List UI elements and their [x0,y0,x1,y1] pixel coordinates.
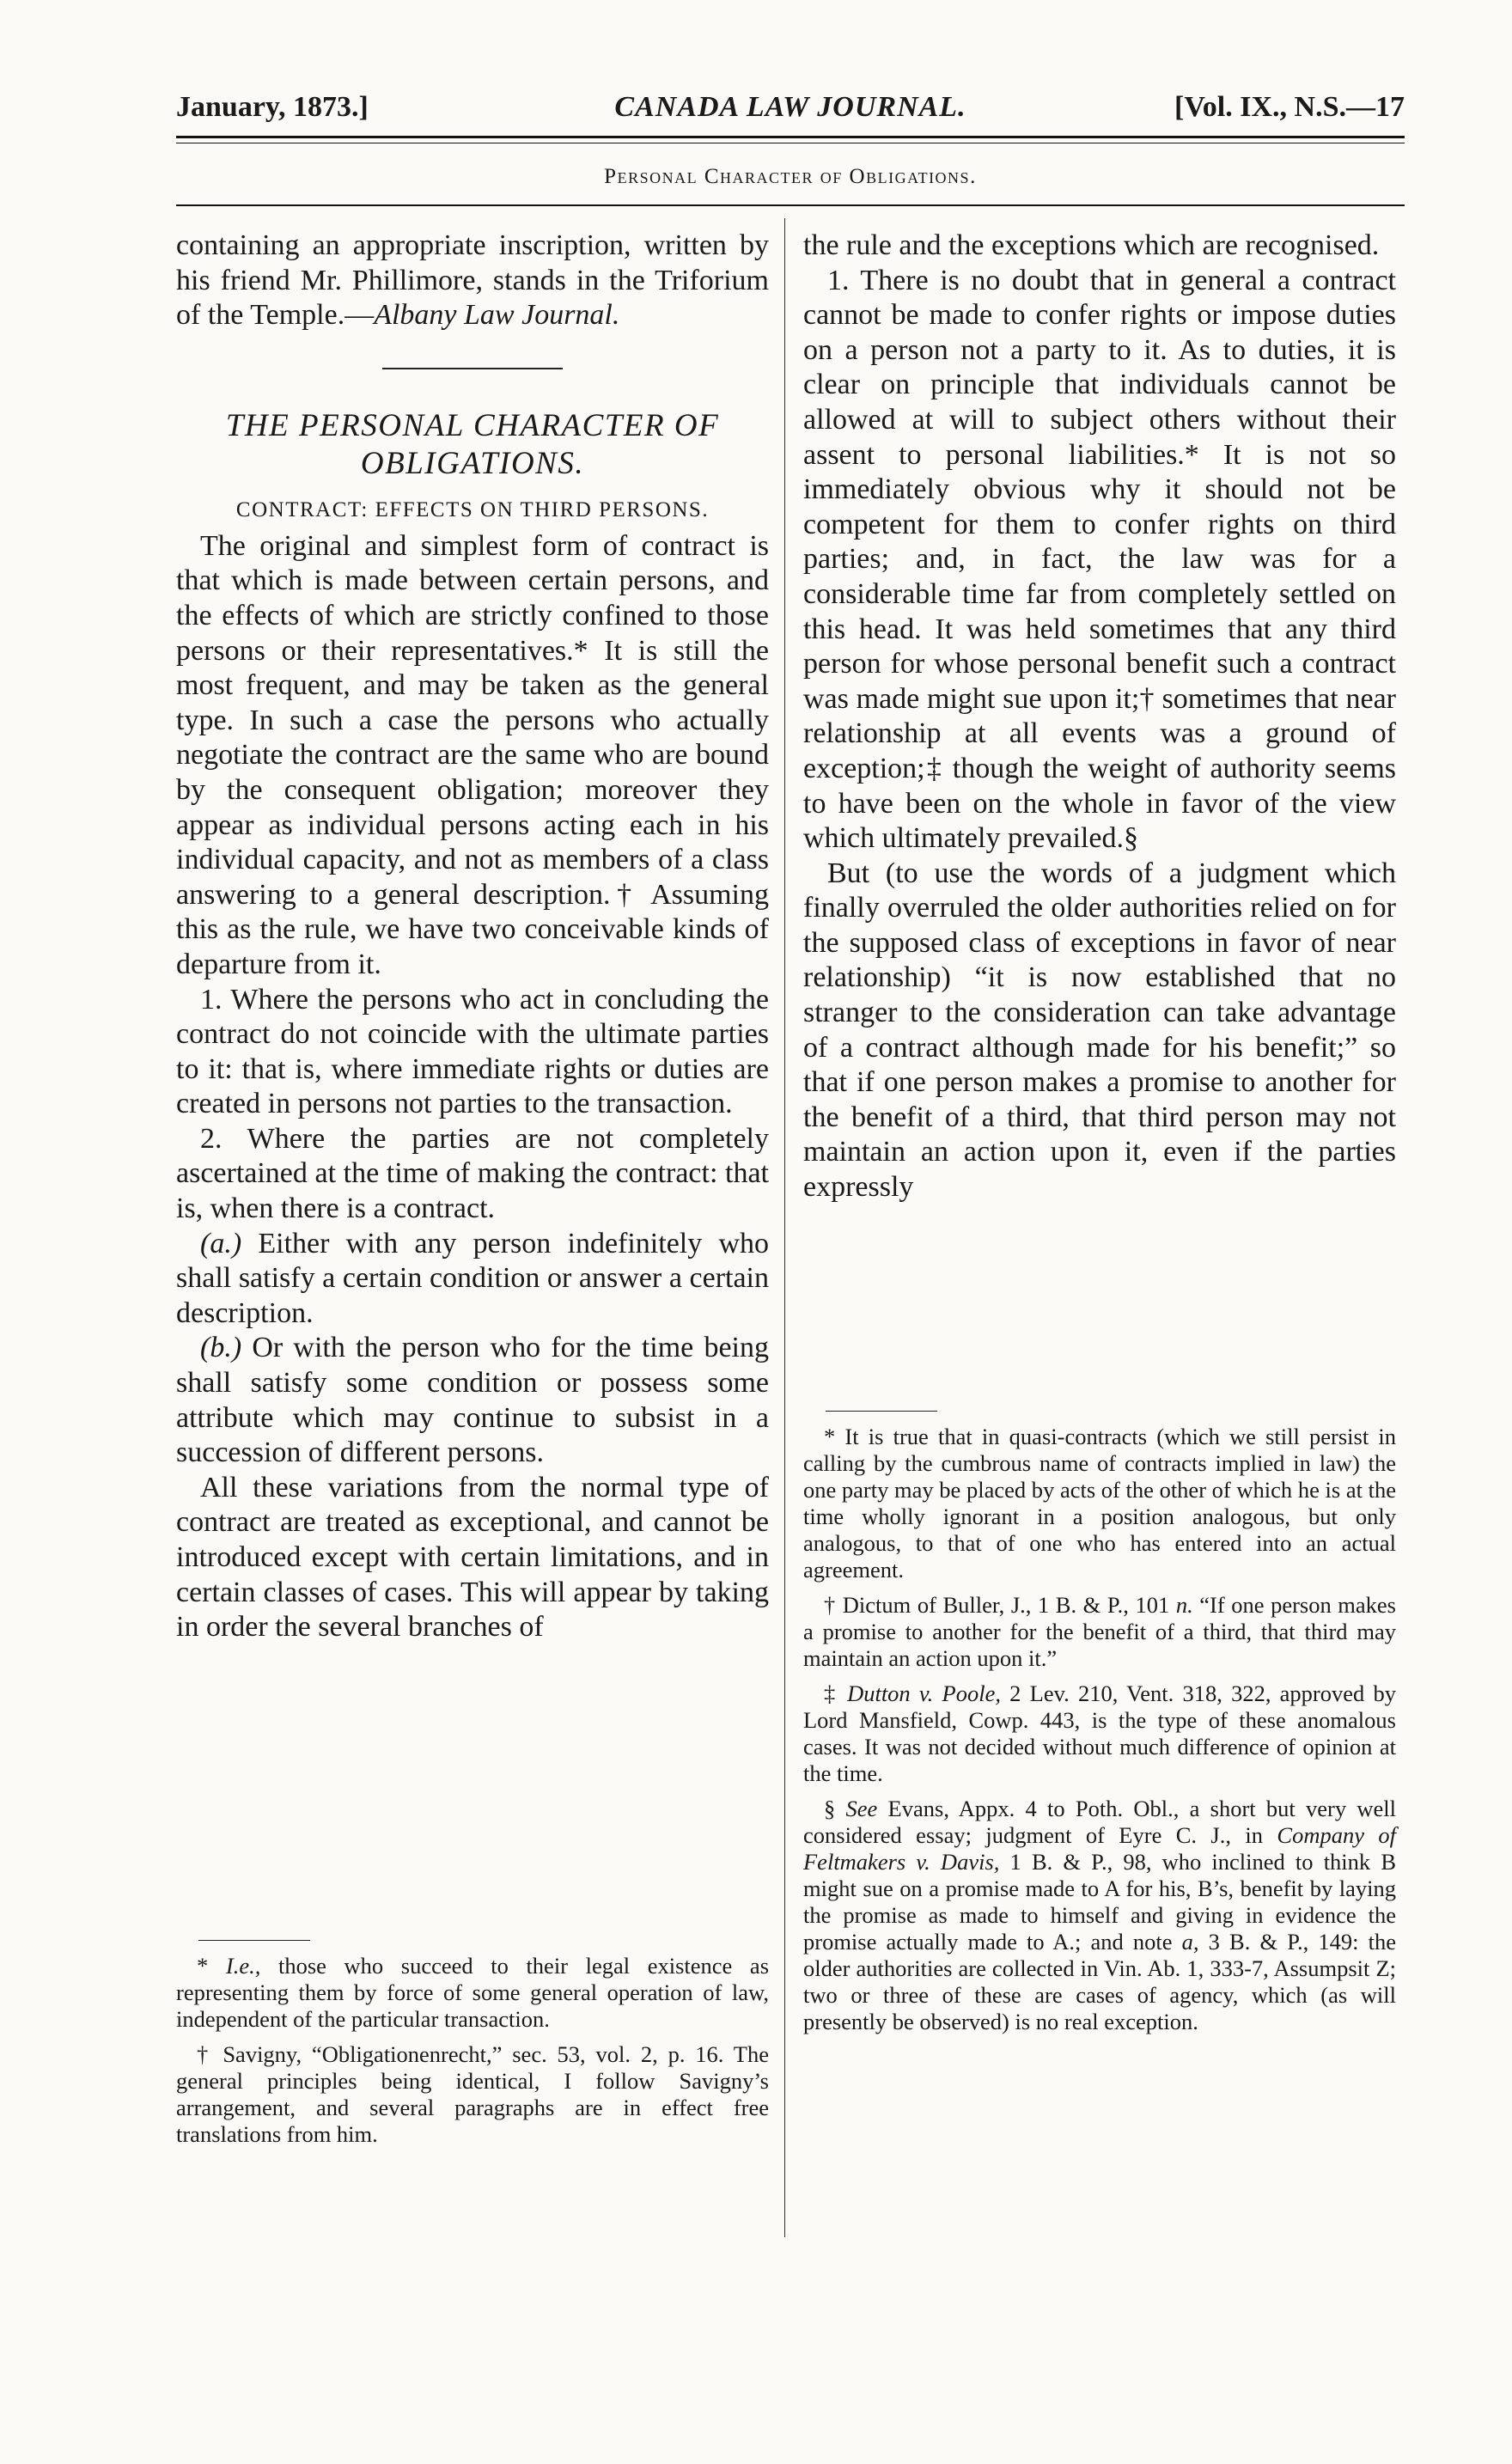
footnote: * It is true that in quasi-contracts (which we still persist in calling by the cumbrous name of contracts implied in law) the one party may be placed by acts of the other of which he is at the time wholly ignorant in a position analogous, but only analogous, to that of one who has entered into an actual agreement. [803,1424,1396,1583]
body-paragraph: All these variations from the normal type of contract are treated as exceptional, and cannot be introduced except with certain limitations, and in certain classes of cases. This will appear by taking in order the several branches of [176,1471,769,1644]
footnote: † Savigny, “Obligationenrecht,” sec. 53, vol. 2, p. 16. The general principles being identical, I follow Savigny’s arrangement, and several paragraphs are in effect free translations from him. [176,2041,769,2147]
running-head-journal-title: CANADA LAW JOURNAL. [614,91,966,123]
body-paragraph: 2. Where the parties are not completely ascertained at the time of making the contract: that is, when there is a contract. [176,1122,769,1225]
body-paragraph: The original and simplest form of contract is that which is made between certain persons, and the effects of which are strictly confined to those persons or their representatives.* It is still the most frequent, and may be taken as the general type. In such a case the persons who actually negotiate the contract are the same who are bound by the consequent obligation; moreover they appear as individual persons acting each in his individual capacity, and not as members of a class answering to a general description.† Assuming this as the rule, we have two conceivable kinds of departure from it. [176,529,769,980]
body-paragraph: (a.) Either with any person indefinitely who shall satisfy a certain condition or answer a certain description. [176,1227,770,1329]
section-rule [176,204,1405,206]
body-paragraph: But (to use the words of a judgment which finally overruled the older authorities relied on for the supposed class of exceptions in favor of near relationship) “it is now established that no stranger to the consideration can take advantage of a contract although made for his benefit;” so that if one person makes a promise to another for the benefit of a third, that third person may not maintain an action upon it, even if the parties expressly [803,857,1396,1204]
body-paragraph: 1. There is no doubt that in general a contract cannot be made to confer rights or impose duties on a person not a party to it. As to duties, it is clear on principle that individuals cannot be allowed at will to subject others without their assent to personal liabilities.* It is not so immediately obvious why it should not be competent for them to confer rights on third parties; and, in fact, the law was for a considerable time far from completely settled on this head. It was held sometimes that any third person for whose personal benefit such a contract was made might sue upon it;† sometimes that near relationship at all events was a ground of exception;‡ though the weight of authority seems to have been on the whole in favor of the view which ultimately prevailed.§ [803,264,1396,855]
opening-source: Albany Law Journal. [374,299,620,332]
article-separator [382,368,563,369]
footnote-rule [826,1411,937,1412]
right-footnotes [803,1411,1396,2044]
running-head-date: January, 1873.] [176,91,369,123]
right-column [803,229,1396,1205]
body-paragraph: 1. Where the persons who act in concluding the contract do not coincide with the ultimate parties to it: that is, where immediate rights or duties are created in persons not parties to the transaction. [176,983,769,1120]
header-rule-thick [176,136,1405,138]
article-subhead: CONTRACT: EFFECTS ON THIRD PERSONS. [235,497,710,521]
footnote: ‡ Dutton v. Poole, 2 Lev. 210, Vent. 318, 322, approved by Lord Mansfield, Cowp. 443, is the type of these anomalous cases. It was not decided without much difference of opinion at the time. [803,1680,1396,1786]
running-head [176,86,1405,127]
running-head-volume-page: [Vol. IX., N.S.—17 [1174,91,1405,123]
footnote: † Dictum of Buller, J., 1 B. & P., 101 n. “If one person makes a promise to another for the benefit of a third, that third may maintain an action upon it.” [803,1592,1396,1671]
footnote: * I.e., those who succeed to their legal existence as representing them by force of some general operation of law, independent of the particular transaction. [176,1953,770,2032]
footnote-rule [198,1940,310,1941]
clause-label: (b.) [200,1332,242,1364]
body-paragraph: (b.) Or with the person who for the time being shall satisfy some condition or possess some attribute which may continue to subsist in a succession of different persons. [176,1332,769,1469]
clause-label: (a.) [200,1227,242,1259]
opening-paragraph: containing an appropriate inscription, written by his friend Mr. Phillimore, stands in the Triforium of the Temple.—Albany Law Journal. [176,229,769,332]
left-column [176,229,769,1645]
left-footnotes [176,1940,769,2156]
column-divider [784,218,785,2237]
body-paragraph: the rule and the exceptions which are recognised. [803,229,1380,261]
section-head: Personal Character of Obligations. [604,165,977,188]
article-title: THE PERSONAL CHARACTER OF OBLIGATIONS. [225,407,720,481]
footnote: § See Evans, Appx. 4 to Poth. Obl., a short but very well considered essay; judgment of Eyre C. J., in Company of Feltmakers v. Davis, 1 B. & P., 98, who inclined to think B might sue on a promise made to A for his, B’s, benefit by laying the promise as made to himself and giving in evidence the promise actually made to A.; and note a, 3 B. & P., 149: the older authorities are collected in Vin. Ab. 1, 333-7, Assumpsit Z; two or three of these are cases of agency, which (as will presently be observed) is no real exception. [803,1796,1396,2034]
